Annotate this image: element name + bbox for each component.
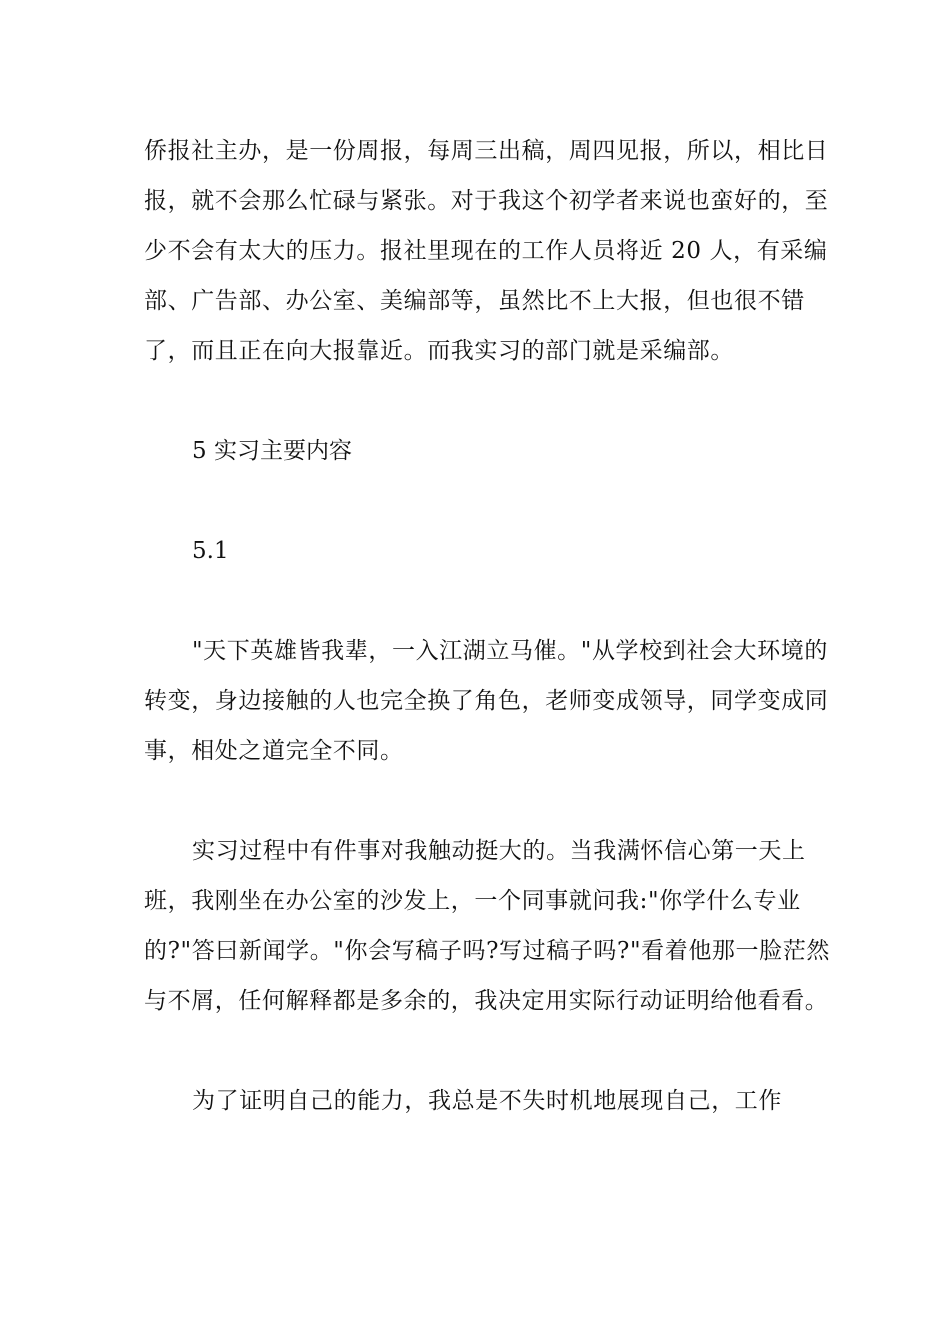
paragraph-gap [144, 476, 830, 526]
paragraph-gap [144, 376, 830, 426]
paragraph-gap [144, 576, 830, 626]
paragraph-gap [144, 776, 830, 826]
paragraph-quote: "天下英雄皆我辈，一入江湖立马催。"从学校到社会大环境的转变，身边接触的人也完全换了角色，老师变成领导，同学变成同事，相处之道完全不同。 [144, 638, 829, 764]
paragraph-anecdote: 实习过程中有件事对我触动挺大的。当我满怀信心第一天上班，我刚坐在办公室的沙发上，一个同事就问我:"你学什么专业的?"答曰新闻学。"你会写稿子吗?写过稿子吗?"看着他那一脸茫然与不屑，任何解释都是多余的，我决定用实际行动证明给他看看。 [144, 838, 830, 1014]
paragraph-intro: 侨报社主办，是一份周报，每周三出稿，周四见报，所以，相比日报，就不会那么忙碌与紧张。对于我这个初学者来说也蛮好的，至少不会有太大的压力。报社里现在的工作人员将近 20 人，有采编部、广告部、办公室、美编部等，虽然比不上大报，但也很不错了，而且正在向大报靠近。而我实习的部门就是采编部。 [144, 138, 829, 364]
paragraph-gap [144, 1026, 830, 1076]
subsection-heading: 5.1 [192, 538, 229, 564]
section-heading: 5 实习主要内容 [192, 438, 352, 464]
paragraph-continuation: 为了证明自己的能力，我总是不失时机地展现自己，工作 [192, 1088, 782, 1114]
